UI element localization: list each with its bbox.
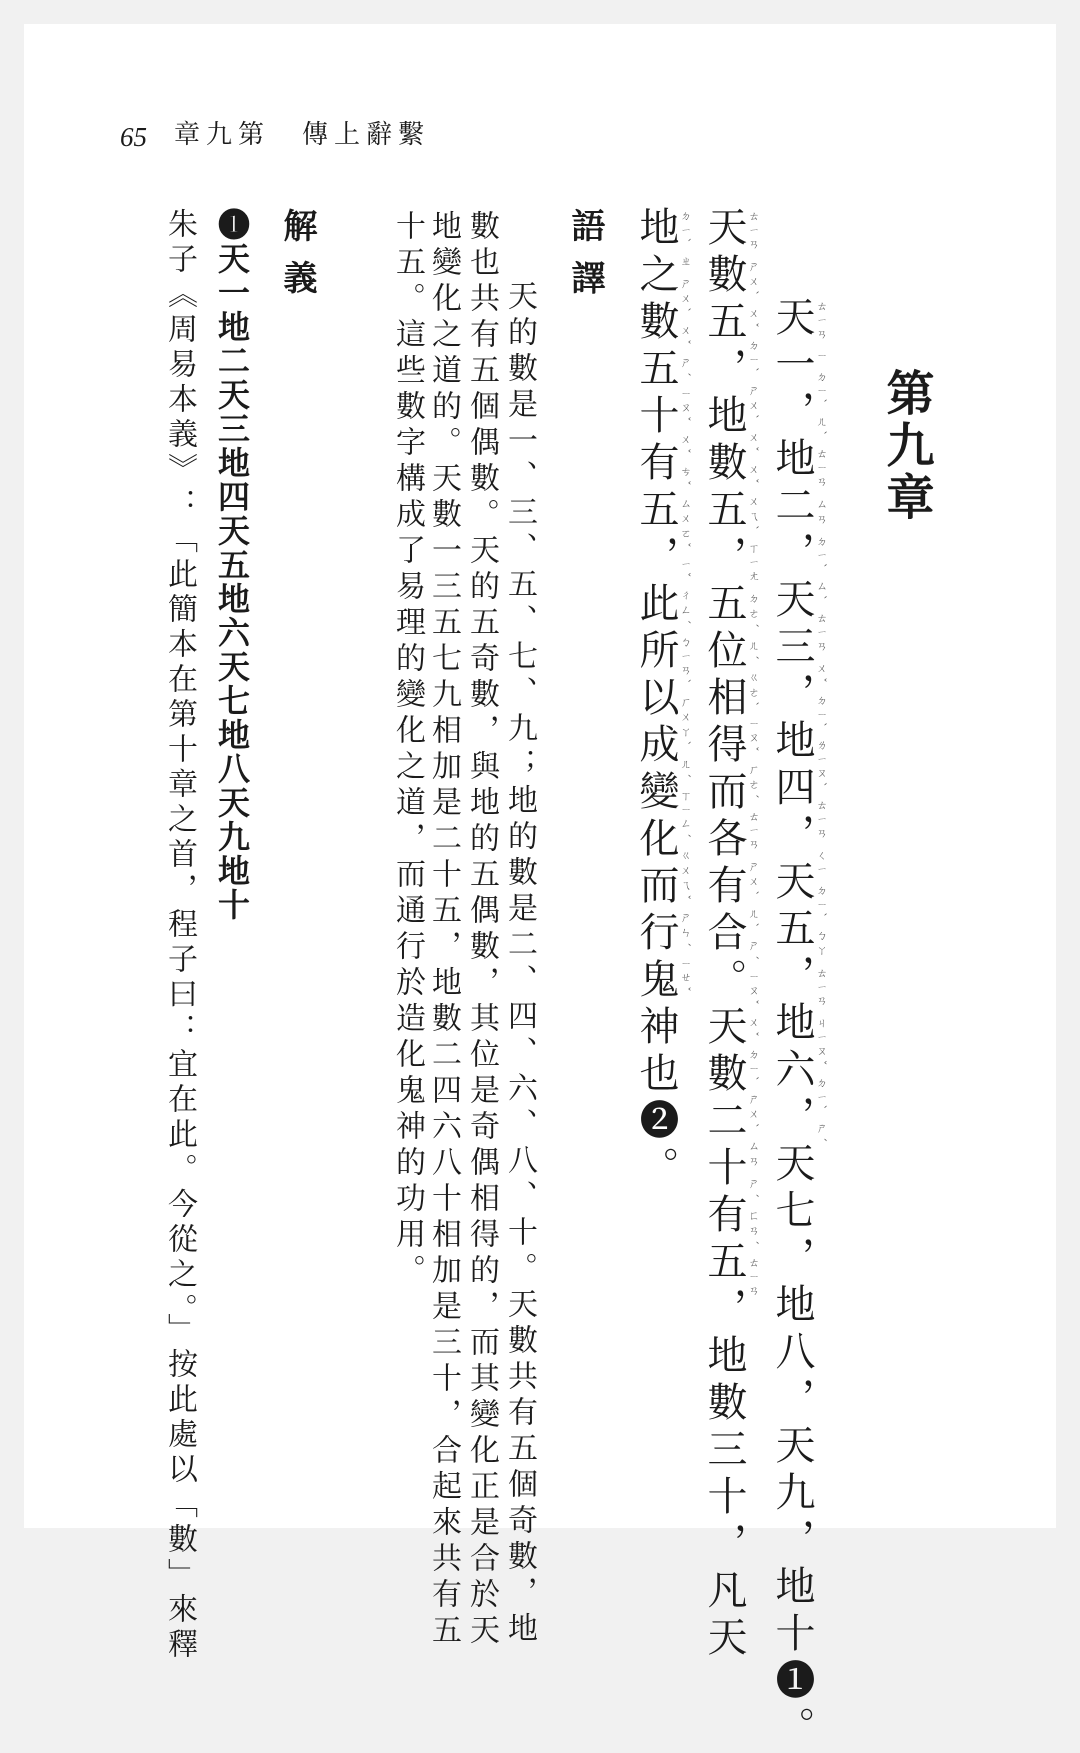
original-text-line-2: 天數五，地數五，五位相得而各有合。天數二十有五，地數三十，凡天: [701, 206, 747, 1663]
book-page: [24, 24, 1056, 1753]
page-number: 65: [120, 122, 147, 152]
original-text-line-1: 天一，地二，天三，地四，天五，地六，天七，地八，天九，地十❶。: [769, 296, 815, 1753]
translation-line-4: 十五。這些數字構成了易理的變化之道，而通行於造化鬼神的功用。: [390, 210, 425, 1290]
translation-line-3: 地變化之道的。天數一三五七九相加是二十五，地數二四六八十相加是三十，合起來共有五: [426, 210, 461, 1650]
chapter-title: 第九章: [878, 368, 934, 524]
zhuyin-line-2: ㄊㄧㄢ ㄕㄨˋ ㄨˇ ㄉㄧˋ ㄕㄨˋ ㄨˇ ㄨˇ ㄨㄟˋ ㄒㄧㄤ ㄉㄜˊ ㄦˊ ㄍㄜˋ ㄧㄡˇ ㄏㄜˊ ㄊㄧㄢ ㄕㄨˋ ㄦˋ ㄕˊ ㄧㄡˇ ㄨˇ ㄉㄧˋ ㄕㄨˋ ㄙㄢ ㄕˊ ㄈㄢˊ ㄊㄧㄢ: [747, 210, 760, 1300]
explanation-line-1: 朱子《周易本義》：「此簡本在第十章之首，程子曰：宜在此。今從之。」按此處以「數」來釋: [162, 208, 197, 1663]
original-text-line-3: 地之數五十有五，此所以成變化而行鬼神也❷。: [633, 206, 679, 1193]
translation-line-2: 數也共有五個偶數。天的五奇數，與地的五偶數，其位是奇偶相得的，而其變化正是合於天: [464, 210, 499, 1650]
zhuyin-line-3: ㄉㄧˋ ㄓ ㄕㄨˋ ㄨˇ ㄕˊ ㄧㄡˇ ㄨˇ ㄘˇ ㄙㄨㄛˇ ㄧˇ ㄔㄥˊ ㄅㄧㄢˋ ㄏㄨㄚˋ ㄦˊ ㄒㄧㄥˊ ㄍㄨㄟˇ ㄕㄣˊ ㄧㄝˇ: [679, 210, 692, 996]
explanation-subheading: ❶天一地二天三地四天五地六天七地八天九地十: [213, 208, 251, 922]
running-title: 章九第 傳上辭繫: [174, 120, 431, 150]
zhuyin-line-1: ㄊㄧㄢ ㄧ ㄉㄧˋ ㄦˋ ㄊㄧㄢ ㄙㄢ ㄉㄧˋ ㄙˋ ㄊㄧㄢ ㄨˇ ㄉㄧˋ ㄌㄧㄡˋ ㄊㄧㄢ ㄑㄧ ㄉㄧˋ ㄅㄚ ㄊㄧㄢ ㄐㄧㄡˇ ㄉㄧˋ ㄕˊ: [815, 300, 828, 1147]
translation-line-1: 天的數是一、三、五、七、九；地的數是二、四、六、八、十。天數共有五個奇數，地: [502, 280, 537, 1648]
translation-heading: 語譯: [565, 208, 605, 312]
explanation-heading: 解義: [277, 208, 317, 312]
